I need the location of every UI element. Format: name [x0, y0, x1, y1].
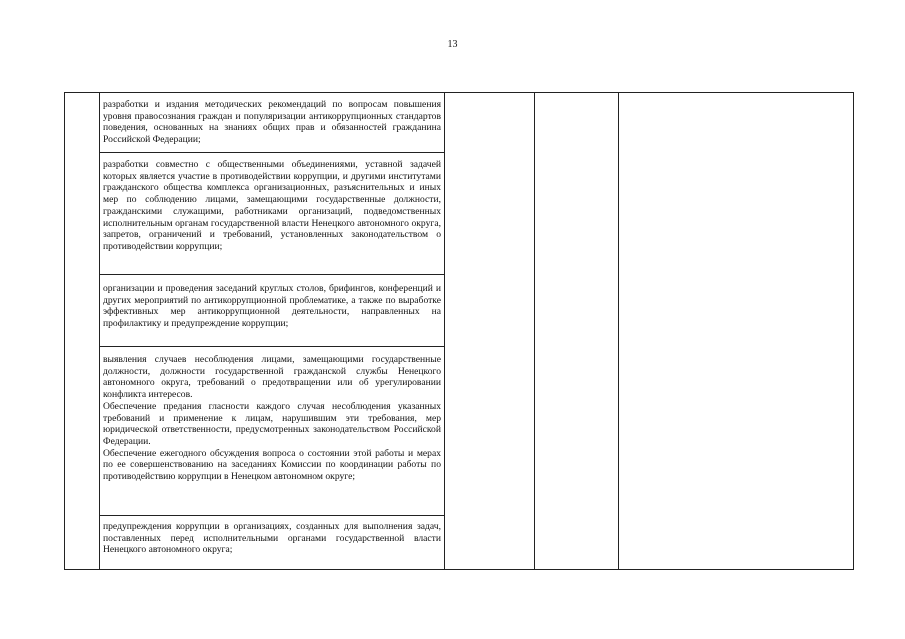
row-divider-3	[100, 346, 444, 347]
table-cell-2	[100, 159, 444, 253]
column-divider-3	[534, 93, 535, 569]
page-number: 13	[447, 39, 458, 50]
table-cell-3	[100, 283, 444, 330]
table-cell-5	[100, 521, 444, 556]
document-table	[64, 92, 854, 570]
cell-3-paragraph-1: организации и проведения заседаний круглых столов, брифингов, конференций и других мероприятий по антикоррупционной проблематике, а также по выработке эффективных мер антикоррупционной деятельности, направленных на профилактику и предупреждение коррупции;	[103, 283, 441, 330]
cell-1-paragraph-1: разработки и издания методических рекомендаций по вопросам повышения уровня правосознания граждан и популяризации антикоррупционных стандартов поведения, основанных на знаниях общих прав и обязанностей гражданина Российской Федерации;	[103, 99, 441, 146]
row-divider-2	[100, 274, 444, 275]
column-divider-4	[618, 93, 619, 569]
cell-4-paragraph-2: Обеспечение предания гласности каждого случая несоблюдения указанных требований и применение к лицам, нарушившим эти требования, мер юридической ответственности, предусмотренных законодательством Российской Федерации.	[103, 400, 441, 447]
row-divider-4	[100, 515, 444, 516]
table-cell-4	[100, 354, 444, 483]
row-divider-1	[100, 152, 444, 153]
cell-4-paragraph-1: выявления случаев несоблюдения лицами, замещающими государственные должности, должности государственной гражданской службы Ненецкого автономного округа, требований о предотвращении или об урегулировании конфликта интересов.	[103, 354, 441, 401]
table-cell-1	[100, 99, 444, 146]
measures-column	[100, 93, 444, 569]
cell-2-paragraph-1: разработки совместно с общественными объединениями, уставной задачей которых является участие в противодействии коррупции, и другими институтами гражданского общества комплекса организационных, разъяснительных и иных мер по соблюдению лицами, замещающими государственные должности, гражданскими служащими, работниками организаций, подведомственных исполнительным органам государственной власти Ненецкого автономного округа, запретов, ограничений и требований, установленных законодательством о противодействии коррупции;	[103, 159, 441, 252]
cell-5-paragraph-1: предупреждения коррупции в организациях, созданных для выполнения задач, поставленных перед исполнительными органами государственной власти Ненецкого автономного округа;	[103, 521, 441, 556]
column-divider-2	[444, 93, 445, 569]
cell-4-paragraph-3: Обеспечение ежегодного обсуждения вопроса о состоянии этой работы и мерах по ее совершенствованию на заседаниях Комиссии по координации работы по противодействию коррупции в Ненецком автономном округе;	[103, 447, 441, 483]
